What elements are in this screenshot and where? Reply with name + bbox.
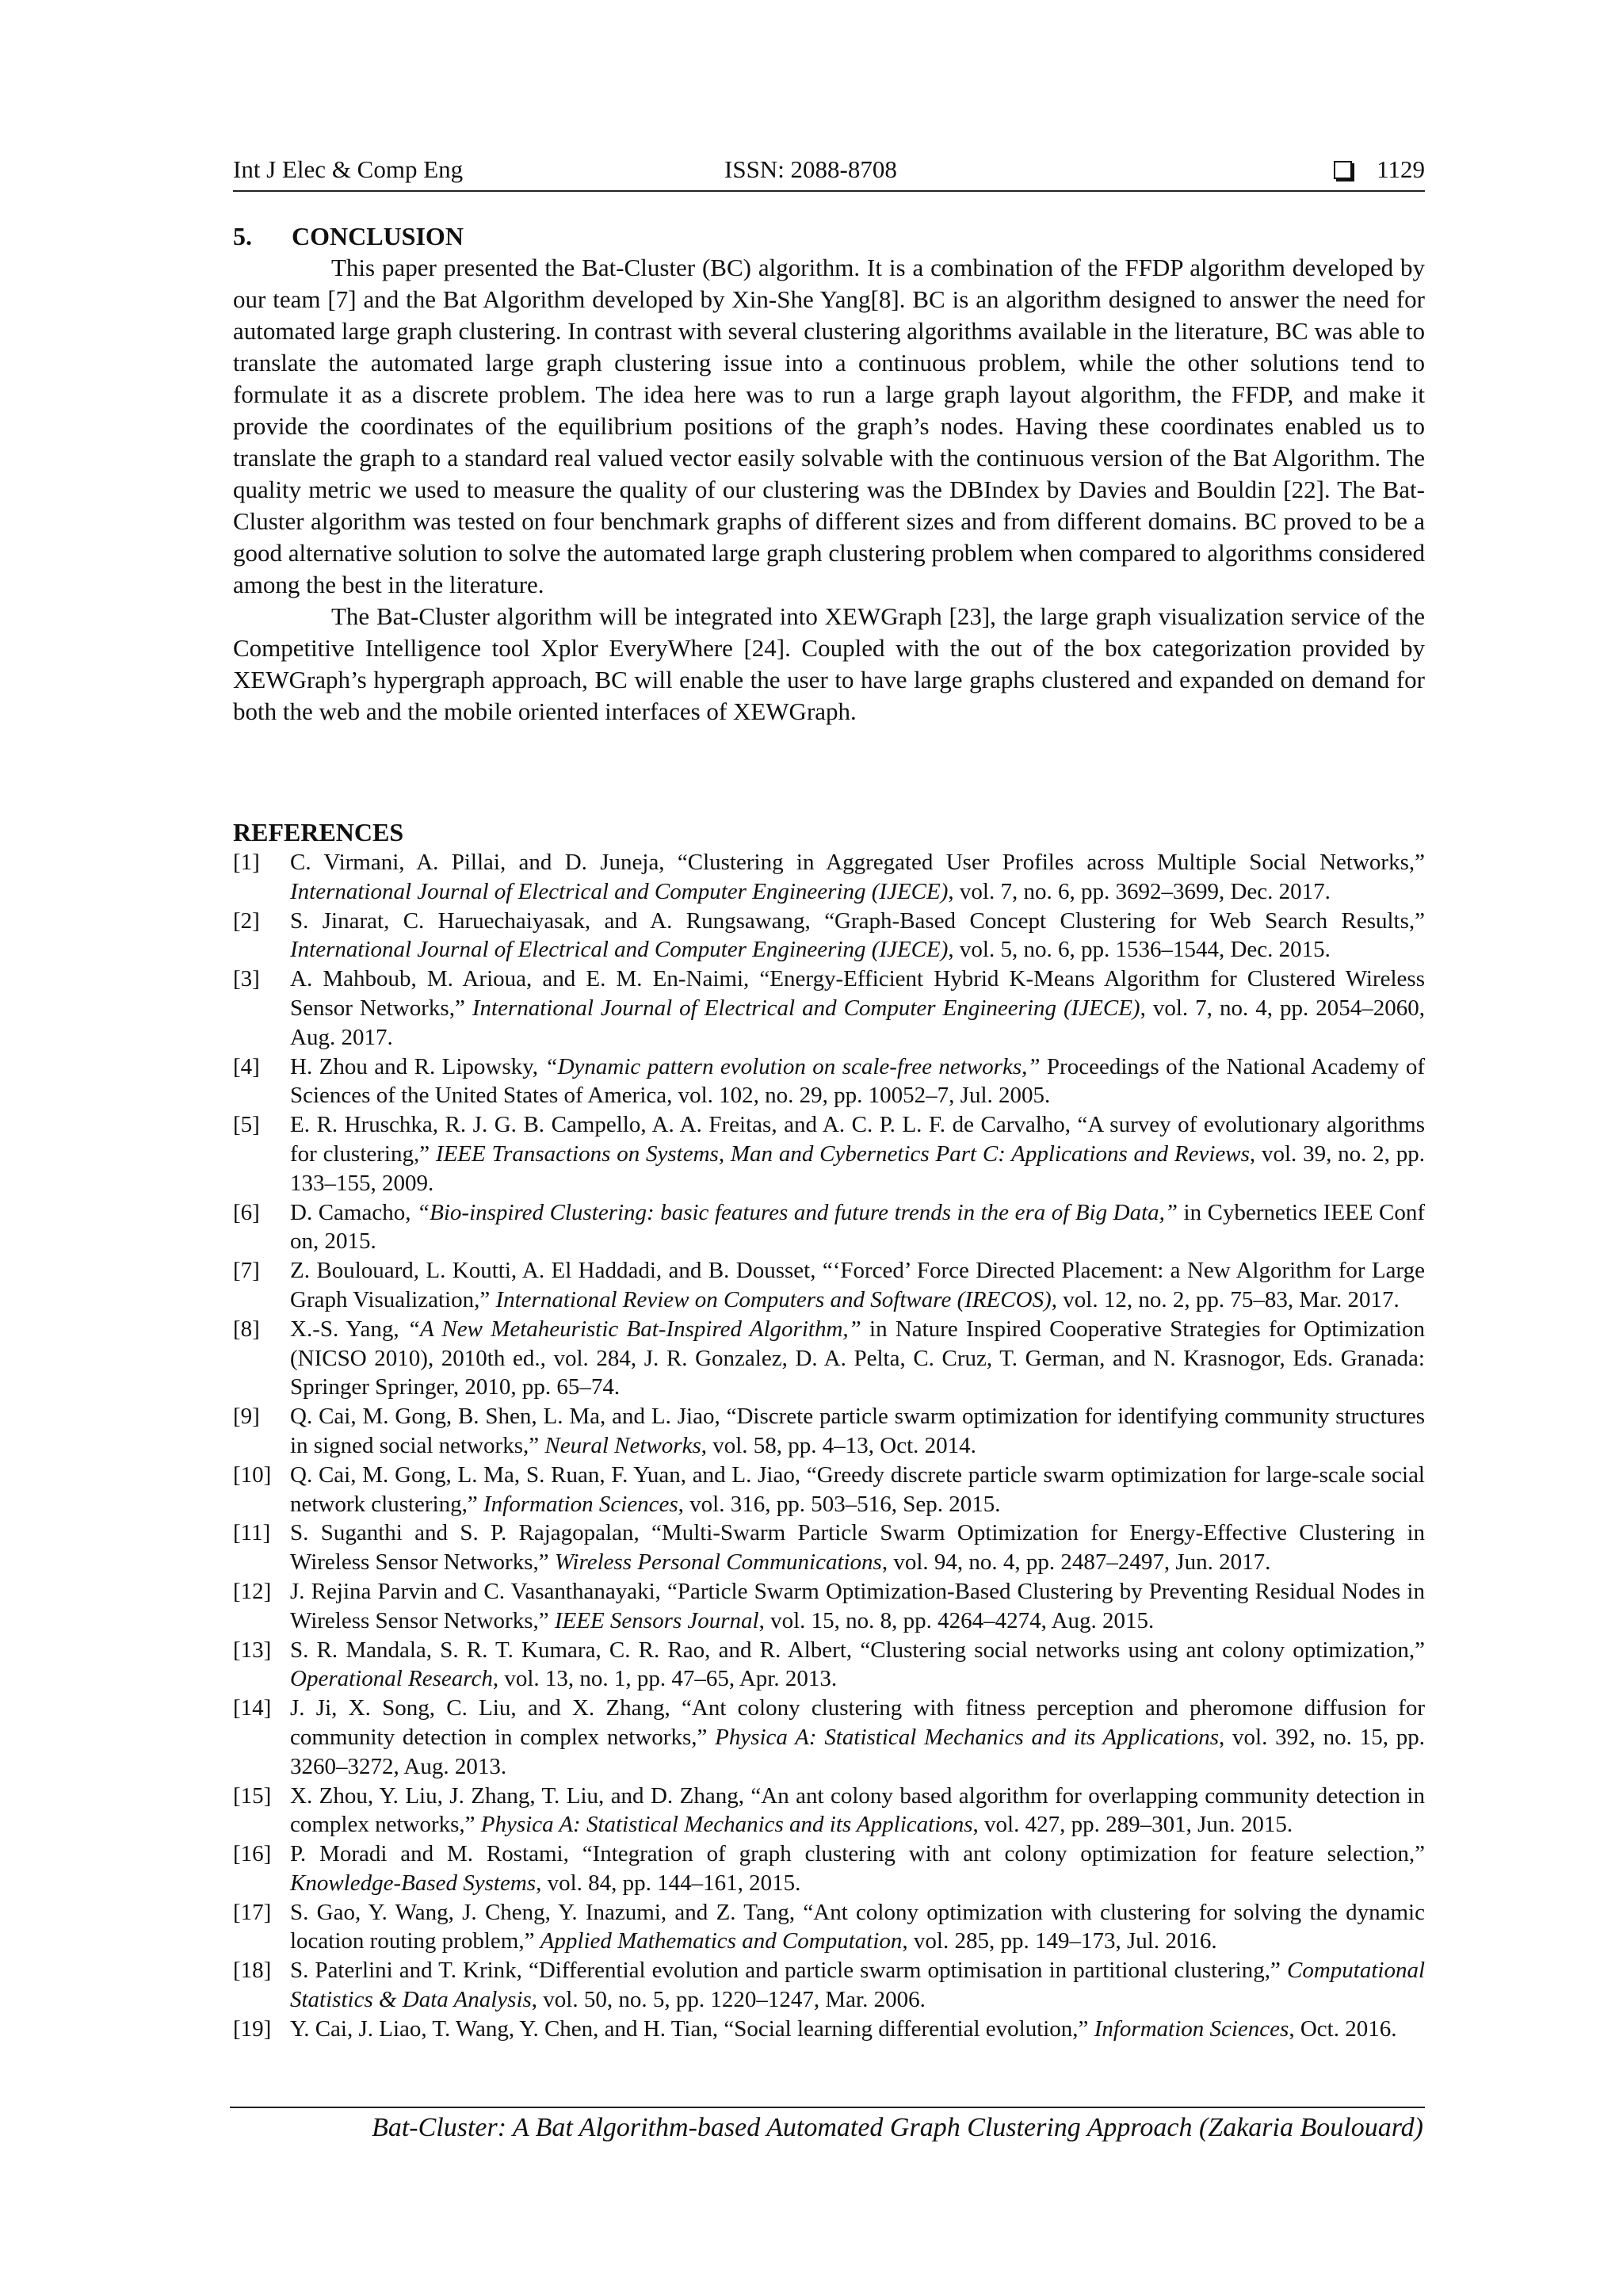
reference-venue: “Bio-inspired Clustering: basic features and future trends in the era of Big Data,” <box>417 1199 1178 1225</box>
reference-authors-title: J. Rejina Parvin and C. Vasanthanayaki, “Particle Swarm Optimization-Based Clustering by Preventing Residual Nodes in Wireless Sensor Networks,” <box>290 1578 1425 1633</box>
reference-authors-title: S. Paterlini and T. Krink, “Differential evolution and particle swarm optimisation in partitional clustering,” <box>290 1958 1287 1984</box>
running-footer: Bat-Cluster: A Bat Algorithm-based Automated Graph Clustering Approach (Zakaria Boulouard) <box>372 2113 1423 2142</box>
reference-details: , vol. 15, no. 8, pp. 4264–4274, Aug. 2015. <box>758 1607 1155 1633</box>
reference-details: , Oct. 2016. <box>1289 2015 1397 2042</box>
reference-item <box>233 1519 1425 1577</box>
conclusion-section <box>233 220 1425 728</box>
reference-item <box>233 1402 1425 1461</box>
reference-item <box>233 1052 1425 1111</box>
reference-number: [10] <box>233 1461 272 1488</box>
reference-number: [17] <box>233 1899 272 1925</box>
reference-list <box>233 848 1425 2044</box>
reference-venue: Information Sciences <box>1094 2015 1289 2042</box>
reference-venue: Computational Statistics & Data Analysis <box>290 1958 1425 2013</box>
reference-number: [4] <box>233 1053 260 1079</box>
reference-number: [16] <box>233 1841 272 1867</box>
reference-venue: Operational Research <box>290 1666 493 1692</box>
reference-text <box>290 1112 1425 1196</box>
reference-number: [12] <box>233 1578 272 1604</box>
reference-details: , vol. 84, pp. 144–161, 2015. <box>536 1870 801 1896</box>
reference-venue: IEEE Sensors Journal <box>554 1607 759 1633</box>
section-number: 5. <box>233 222 252 250</box>
reference-authors-title: H. Zhou and R. Lipowsky, <box>290 1053 545 1079</box>
reference-text <box>290 966 1425 1050</box>
reference-details: , vol. 94, no. 4, pp. 2487–2497, Jun. 2017. <box>881 1549 1271 1576</box>
reference-authors-title: Y. Cai, J. Liao, T. Wang, Y. Chen, and H. Tian, “Social learning differential evolution,” <box>290 2015 1094 2042</box>
reference-number: [6] <box>233 1199 260 1225</box>
reference-item <box>233 1577 1425 1636</box>
reference-venue: Physica A: Statistical Mechanics and its Applications <box>480 1812 973 1838</box>
reference-text <box>290 1200 1425 1255</box>
reference-details: , vol. 58, pp. 4–13, Oct. 2014. <box>701 1432 976 1458</box>
reference-details: , vol. 7, no. 4, pp. 2054–2060, Aug. 2017. <box>290 995 1425 1050</box>
reference-details: , vol. 13, no. 1, pp. 47–65, Apr. 2013. <box>492 1666 838 1692</box>
reference-item <box>233 1256 1425 1315</box>
reference-details: , vol. 427, pp. 289–301, Jun. 2015. <box>972 1812 1293 1838</box>
reference-authors-title: P. Moradi and M. Rostami, “Integration of graph clustering with ant colony optimization for feature selection,” <box>290 1841 1425 1867</box>
reference-item <box>233 848 1425 907</box>
reference-number: [19] <box>233 2015 272 2042</box>
reference-venue: “A New Metaheuristic Bat-Inspired Algorithm,” <box>407 1316 861 1342</box>
reference-venue: International Review on Computers and Software (IRECOS) <box>495 1286 1052 1312</box>
reference-authors-title: S. Suganthi and S. P. Rajagopalan, “Multi-Swarm Particle Swarm Optimization for Energy-Effective Clustering in Wireless Sensor Networks,” <box>290 1520 1425 1576</box>
journal-name: Int J Elec & Comp Eng <box>233 155 464 183</box>
reference-venue: Neural Networks <box>544 1432 701 1458</box>
reference-number: [5] <box>233 1112 260 1138</box>
reference-venue: Information Sciences <box>483 1491 678 1517</box>
header-divider <box>233 190 1425 192</box>
reference-text <box>290 1054 1425 1109</box>
reference-item <box>233 1694 1425 1781</box>
reference-text <box>290 1958 1425 2012</box>
reference-number: [7] <box>233 1258 260 1284</box>
reference-text <box>290 1783 1425 1838</box>
footer-divider <box>230 2107 1425 2108</box>
reference-item <box>233 1636 1425 1694</box>
reference-number: [3] <box>233 966 260 992</box>
reference-venue: Physica A: Statistical Mechanics and its Applications <box>715 1724 1220 1750</box>
reference-text <box>290 2016 1396 2042</box>
reference-text <box>290 908 1425 963</box>
reference-number: [13] <box>233 1637 272 1663</box>
paragraph: The Bat-Cluster algorithm will be integrated into XEWGraph [23], the large graph visualization service of the Competitive Intelligence tool Xplor EveryWhere [24]. Coupled with the out of the box categorization provided by XEWGraph’s hypergraph approach, BC will enable the user to have large graphs clustered and expanded on demand for both the web and the mobile oriented interfaces of XEWGraph. <box>233 602 1425 725</box>
reference-item <box>233 907 1425 965</box>
reference-details: , vol. 392, no. 15, pp. 3260–3272, Aug. 2013. <box>290 1724 1425 1779</box>
reference-authors-title: Q. Cai, M. Gong, B. Shen, L. Ma, and L. Jiao, “Discrete particle swarm optimization for identifying community structures in signed social networks,” <box>290 1404 1425 1458</box>
reference-authors-title: S. R. Mandala, S. R. T. Kumara, C. R. Rao, and R. Albert, “Clustering social networks using ant colony optimization,” <box>290 1637 1425 1663</box>
reference-authors-title: E. R. Hruschka, R. J. G. B. Campello, A. A. Freitas, and A. C. P. L. F. de Carvalho, “A survey of evolutionary algorithms for clustering,” <box>290 1112 1425 1167</box>
reference-venue: IEEE Transactions on Systems, Man and Cybernetics Part C: Applications and Reviews <box>435 1140 1250 1167</box>
reference-details: , vol. 5, no. 6, pp. 1536–1544, Dec. 2015. <box>948 937 1331 963</box>
reference-text <box>290 1316 1425 1400</box>
section-heading <box>233 220 1425 252</box>
reference-venue: International Journal of Electrical and Computer Engineering (IJECE) <box>290 878 949 904</box>
reference-text <box>290 1637 1425 1692</box>
reference-details: in Nature Inspired Cooperative Strategies for Optimization (NICSO 2010), 2010th ed., vol. 284, J. R. Gonzalez, D. A. Pelta, C. Cruz, T. German, and N. Krasnogor, Eds. Granada: Springer Springer, 2010, pp. 65–74. <box>290 1316 1425 1400</box>
reference-item <box>233 2015 1425 2044</box>
reference-number: [18] <box>233 1958 272 1984</box>
reference-authors-title: J. Ji, X. Song, C. Liu, and X. Zhang, “Ant colony clustering with fitness perception and pheromone diffusion for community detection in complex networks,” <box>290 1695 1425 1750</box>
reference-number: [9] <box>233 1404 260 1430</box>
reference-item <box>233 965 1425 1052</box>
references-heading: REFERENCES <box>233 818 404 846</box>
reference-details: , vol. 316, pp. 503–516, Sep. 2015. <box>678 1491 1001 1517</box>
reference-authors-title: X.-S. Yang, <box>290 1316 407 1342</box>
reference-authors-title: S. Jinarat, C. Haruechaiyasak, and A. Rungsawang, “Graph-Based Concept Clustering for Web Search Results,” <box>290 907 1425 934</box>
reference-text <box>290 1462 1425 1517</box>
section-title: CONCLUSION <box>292 222 464 250</box>
reference-item <box>233 1782 1425 1840</box>
reference-authors-title: A. Mahboub, M. Arioua, and E. M. En-Naimi, “Energy-Efficient Hybrid K-Means Algorithm for Clustered Wireless Sensor Networks,” <box>290 966 1425 1021</box>
reference-venue: International Journal of Electrical and Computer Engineering (IJECE) <box>472 995 1140 1021</box>
reference-text <box>290 1404 1425 1458</box>
reference-authors-title: C. Virmani, A. Pillai, and D. Juneja, “Clustering in Aggregated User Profiles across Multiple Social Networks,” <box>290 850 1425 875</box>
reference-item <box>233 1461 1425 1519</box>
reference-details: , vol. 7, no. 6, pp. 3692–3699, Dec. 2017. <box>948 878 1331 904</box>
reference-authors-title: Z. Boulouard, L. Koutti, A. El Haddadi, and B. Dousset, “‘Forced’ Force Directed Placement: a New Algorithm for Large Graph Visualization,” <box>290 1258 1425 1312</box>
reference-venue: Wireless Personal Communications <box>554 1549 882 1576</box>
issn: ISSN: 2088-8708 <box>724 155 897 183</box>
reference-authors-title: Q. Cai, M. Gong, L. Ma, S. Ruan, F. Yuan, and L. Jiao, “Greedy discrete particle swarm optimization for large-scale social network clustering,” <box>290 1461 1425 1517</box>
reference-item <box>233 1839 1425 1898</box>
reference-details: , vol. 12, no. 2, pp. 75–83, Mar. 2017. <box>1051 1286 1400 1312</box>
reference-venue: Applied Mathematics and Computation <box>540 1928 903 1954</box>
running-header <box>233 155 1425 190</box>
paragraph: This paper presented the Bat-Cluster (BC) algorithm. It is a combination of the FFDP algorithm developed by our team [7] and the Bat Algorithm developed by Xin-She Yang[8]. BC is an algorithm designed to answer the need for automated large graph clustering. In contrast with several clustering algorithms available in the literature, BC was able to translate the automated large graph clustering issue into a continuous problem, while the other solutions tend to formulate it as a discrete problem. The idea here was to run a large graph layout algorithm, the FFDP, and make it provide the coordinates of the equilibrium positions of the graph’s nodes. Having these coordinates enabled us to translate the graph to a standard real valued vector easily solvable with the continuous version of the Bat Algorithm. The quality metric we used to measure the quality of our clustering was the DBIndex by Davies and Bouldin [22]. The Bat-Cluster algorithm was tested on four benchmark graphs of different sizes and from different domains. BC proved to be a good alternative solution to solve the automated large graph clustering problem when compared to algorithms considered among the best in the literature. <box>233 254 1425 598</box>
reference-number: [2] <box>233 907 260 934</box>
references-section <box>233 816 1425 2044</box>
reference-item <box>233 1110 1425 1198</box>
reference-details: Proceedings of the National Academy of Sciences of the United States of America, vol. 102, no. 29, pp. 10052–7, Jul. 2005. <box>290 1053 1425 1109</box>
reference-item <box>233 1198 1425 1257</box>
reference-text <box>290 1900 1425 1954</box>
reference-text <box>290 1520 1425 1575</box>
reference-details: , vol. 50, no. 5, pp. 1220–1247, Mar. 2006. <box>531 1987 926 2013</box>
reference-text <box>290 1579 1425 1633</box>
reference-item <box>233 1956 1425 2015</box>
reference-details: in Cybernetics IEEE Conf on, 2015. <box>290 1199 1425 1255</box>
page-number: 1129 <box>1377 155 1425 183</box>
reference-venue: International Journal of Electrical and Computer Engineering (IJECE) <box>290 937 949 963</box>
reference-details: , vol. 285, pp. 149–173, Jul. 2016. <box>902 1928 1217 1954</box>
reference-text <box>290 850 1425 904</box>
reference-item <box>233 1898 1425 1957</box>
reference-number: [15] <box>233 1782 272 1809</box>
reference-number: [8] <box>233 1316 260 1342</box>
reference-number: [1] <box>233 850 260 875</box>
reference-item <box>233 1315 1425 1402</box>
reference-authors-title: S. Gao, Y. Wang, J. Cheng, Y. Inazumi, and Z. Tang, “Ant colony optimization with clustering for solving the dynamic location routing problem,” <box>290 1899 1425 1954</box>
reference-venue: Knowledge-Based Systems <box>290 1870 537 1896</box>
reference-text <box>290 1841 1425 1896</box>
reference-venue: “Dynamic pattern evolution on scale-free networks,” <box>544 1053 1041 1079</box>
reference-details: , vol. 39, no. 2, pp. 133–155, 2009. <box>290 1140 1425 1196</box>
reference-authors-title: X. Zhou, Y. Liu, J. Zhang, T. Liu, and D. Zhang, “An ant colony based algorithm for overlapping community detection in complex networks,” <box>290 1782 1425 1838</box>
reference-number: [11] <box>233 1520 271 1546</box>
reference-number: [14] <box>233 1695 272 1721</box>
reference-authors-title: D. Camacho, <box>290 1199 418 1225</box>
reference-text <box>290 1695 1425 1779</box>
reference-text <box>290 1258 1425 1312</box>
checkbox-square-icon <box>1334 161 1352 179</box>
